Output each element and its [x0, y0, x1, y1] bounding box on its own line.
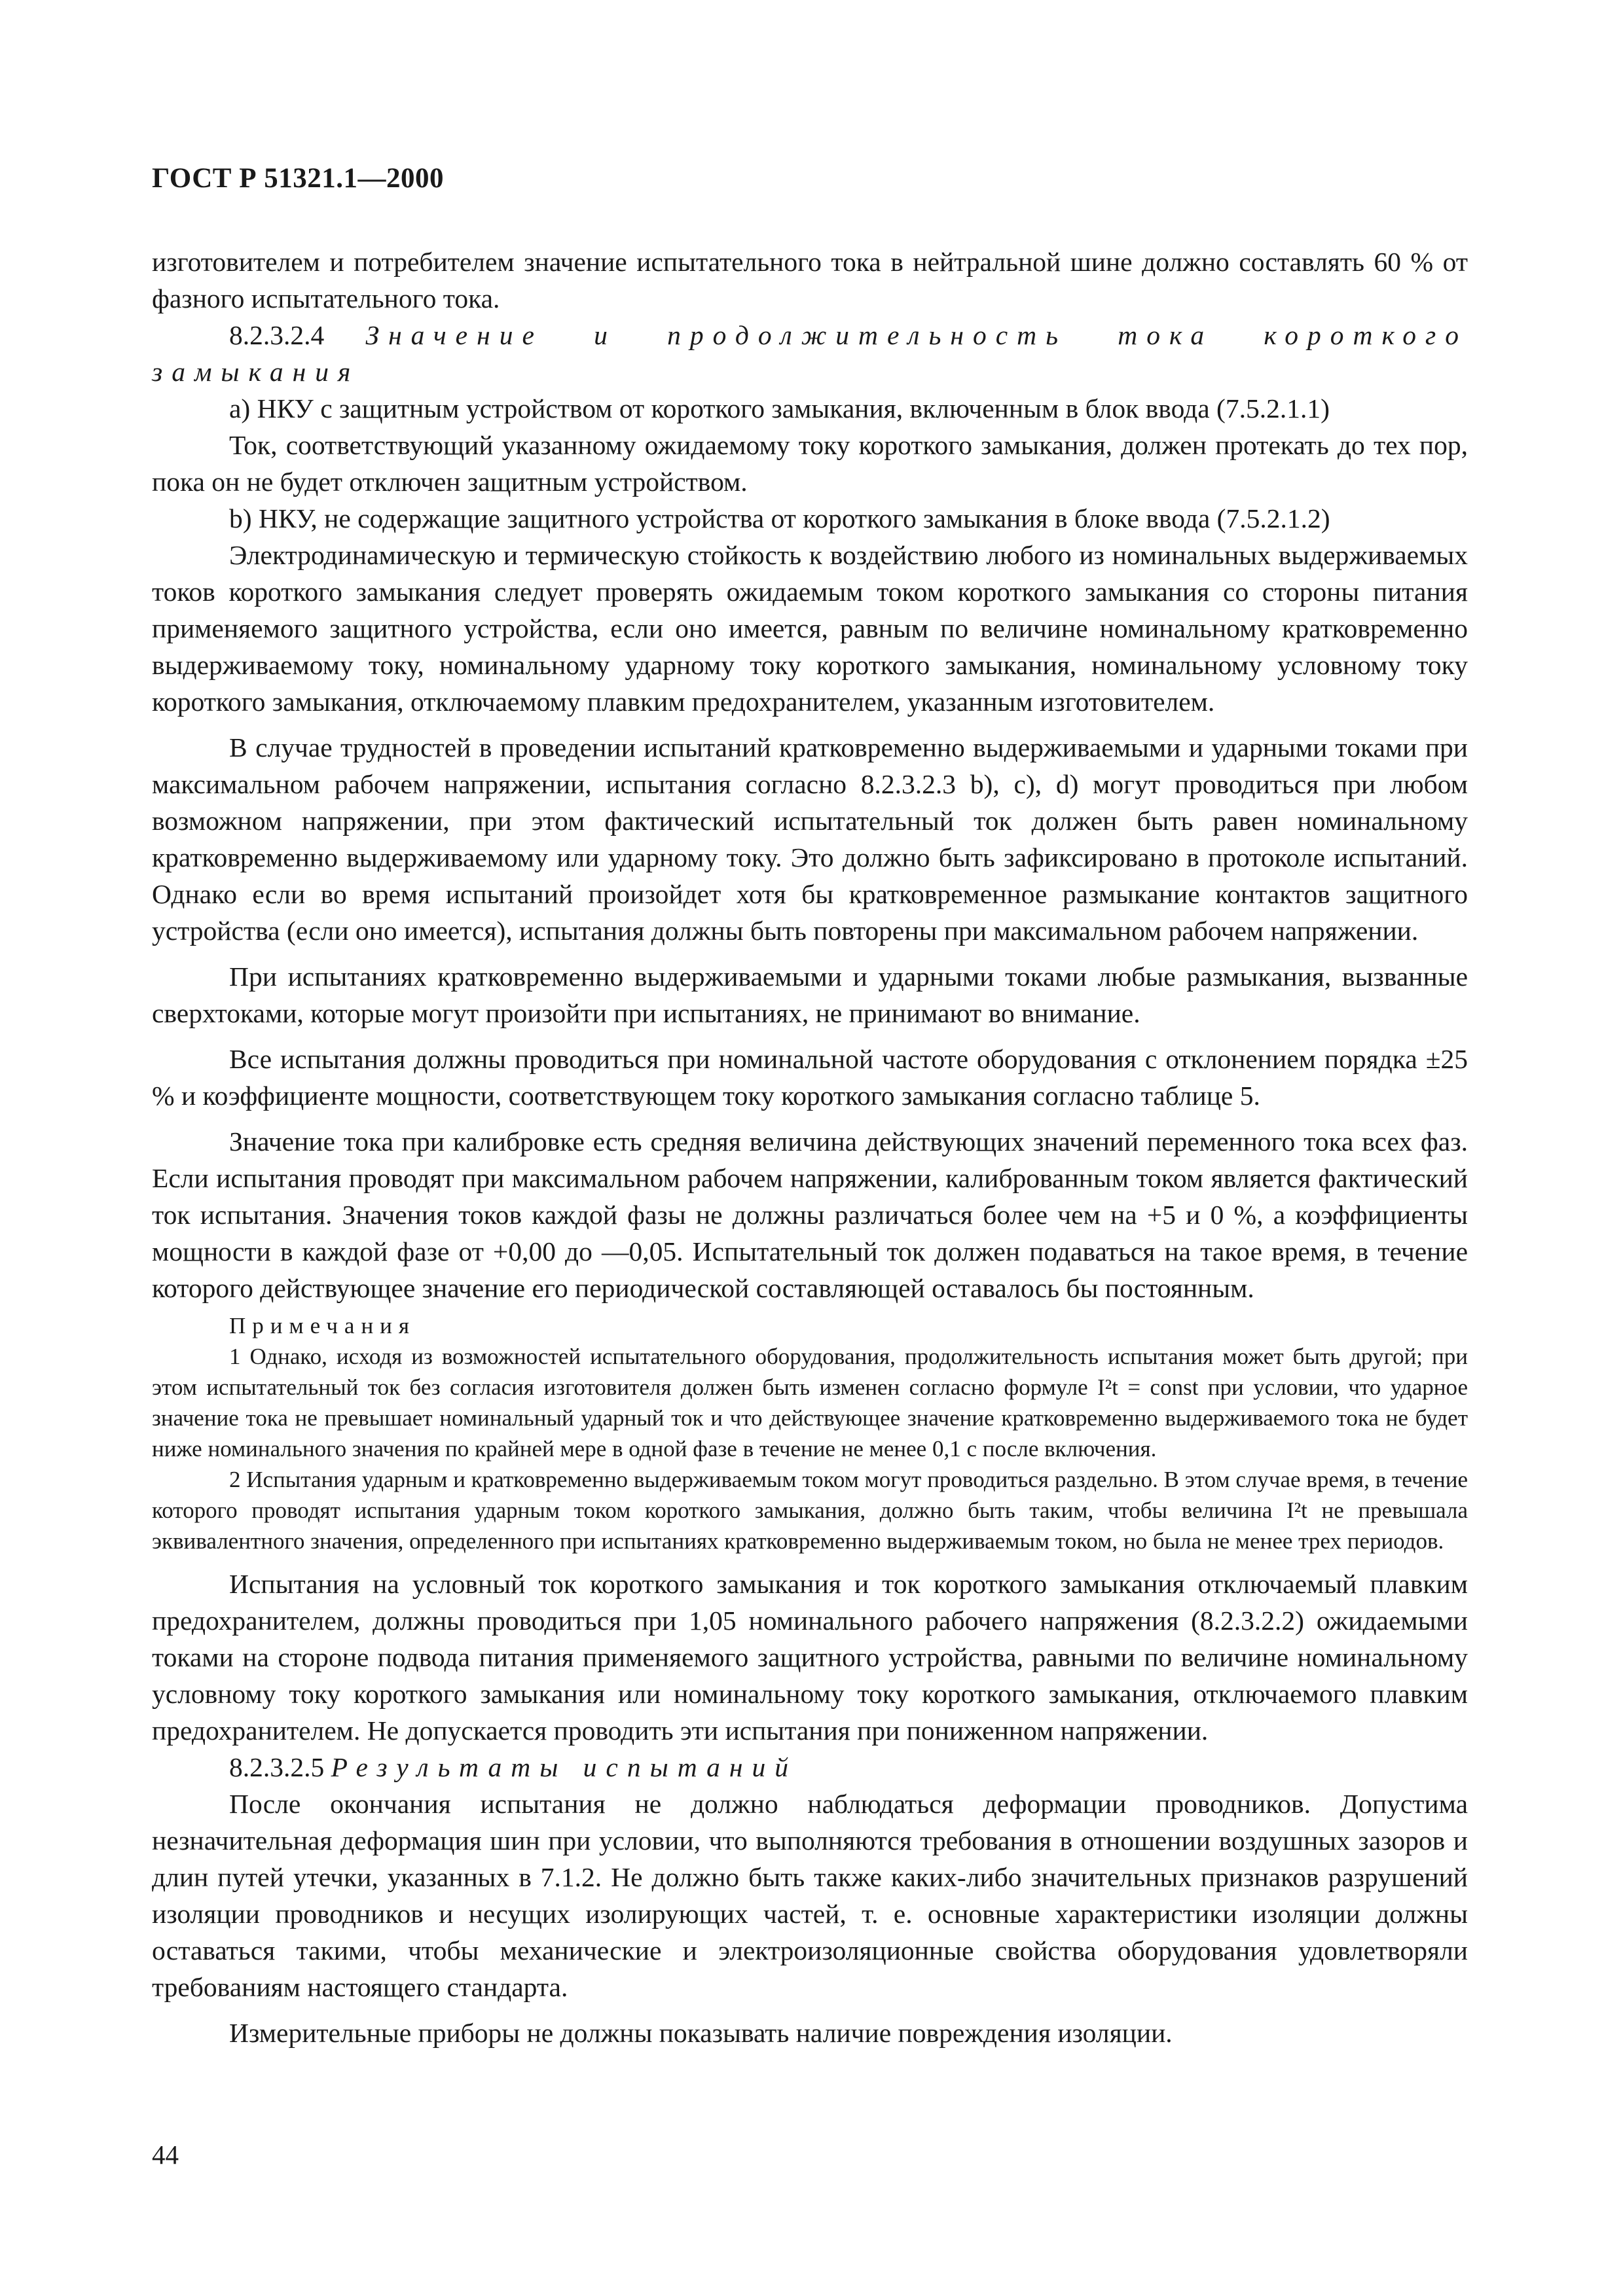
- paragraph-instruments: Измерительные приборы не должны показывать наличие повреждения изоляции.: [229, 2018, 1173, 2048]
- note-1: 1 Однако, исходя из возможностей испытательного оборудования, продолжительность испытания может быть другой; при этом испытательный ток без согласия изготовителя должен быть изменен согласно формуле I²t = const при условии, что ударное значение тока не превышает номинальный ударный ток и что действующее значение кратковременно выдерживаемого тока не будет ниже номинального значения по крайней мере в одной фазе в течение не менее 0,1 с после включения.: [152, 1344, 1468, 1462]
- document-header: ГОСТ Р 51321.1—2000: [152, 163, 445, 194]
- paragraph-overcurrent: При испытаниях кратковременно выдерживаемыми и ударными токами любые размыкания, вызванные сверхтоками, которые могут произойти при испытаниях, не принимают во внимание.: [152, 961, 1468, 1028]
- paragraph-frequency: Все испытания должны проводиться при номинальной частоте оборудования с отклонением порядка ±25 % и коэффициенте мощности, соответствующем току короткого замыкания согласно таблице 5.: [152, 1044, 1468, 1111]
- section-heading-8-2-3-2-5: [152, 1749, 1468, 1785]
- paragraph-conditional-current: Испытания на условный ток короткого замыкания и ток короткого замыкания отключаемый плавким предохранителем, должны проводиться при 1,05 номинального рабочего напряжения (8.2.3.2.2) ожидаемыми токами на стороне подвода питания применяемого защитного устройства, равными по величине номинальному условному току короткого замыкания или номинальному току короткого замыкания, отключаемого плавким предохранителем. Не допускается проводить эти испытания при пониженном напряжении.: [152, 1569, 1468, 1746]
- paragraph-b-text: Электродинамическую и термическую стойкость к воздействию любого из номинальных выдерживаемых токов короткого замыкания следует проверять ожидаемым током короткого замыкания со стороны питания применяемого защитного устройства, если оно имеется, равным по величине номинальному кратковременно выдерживаемому току, номинальному ударному току короткого замыкания, номинальному условному току короткого замыкания, отключаемому плавким предохранителем, указанным изготовителем.: [152, 540, 1468, 717]
- notes-block: [152, 1310, 1468, 1556]
- paragraph-difficulty: В случае трудностей в проведении испытаний кратковременно выдерживаемыми и ударными токами при максимальном рабочем напряжении, испытания согласно 8.2.3.2.3 b), с), d) могут проводиться при любом возможном напряжении, при этом фактический испытательный ток должен быть равен номинальному кратковременно выдерживаемому или ударному току. Это должно быть зафиксировано в протоколе испытаний. Однако если во время испытаний произойдет хотя бы кратковременное размыкание контактов защитного устройства (если оно имеется), испытания должны быть повторены при максимальном рабочем напряжении.: [152, 732, 1468, 946]
- section-heading-8-2-3-2-4: [152, 317, 1468, 390]
- page-number: 44: [152, 2140, 179, 2170]
- section-number: 8.2.3.2.5: [229, 1752, 325, 1782]
- section-title: Значение и продолжительность тока короткого замыкания: [152, 320, 1468, 387]
- note-2: 2 Испытания ударным и кратковременно выдерживаемым током могут проводиться раздельно. В этом случае время, в течение которого проводят испытания ударным током короткого замыкания, должно быть таким, чтобы величина I²t не превышала эквивалентного значения, определенного при испытаниях кратковременно выдерживаемым током, но была не менее трех периодов.: [152, 1467, 1468, 1554]
- list-item-a: a) НКУ с защитным устройством от короткого замыкания, включенным в блок ввода (7.5.2.1.1): [229, 393, 1330, 423]
- notes-title: Примечания: [229, 1313, 416, 1338]
- paragraph-a-text: Ток, соответствующий указанному ожидаемому току короткого замыкания, должен протекать до тех пор, пока он не будет отключен защитным устройством.: [152, 430, 1468, 497]
- paragraph-results: После окончания испытания не должно наблюдаться деформации проводников. Допустима незначительная деформация шин при условии, что выполняются требования в отношении воздушных зазоров и длин путей утечки, указанных в 7.1.2. Не должно быть также каких-либо значительных признаков разрушений изоляции проводников и несущих изолирующих частей, т. е. основные характеристики изоляции должны оставаться такими, чтобы механические и электроизоляционные свойства оборудования удовлетворяли требованиям настоящего стандарта.: [152, 1789, 1468, 2002]
- section-title: Результаты испытаний: [331, 1752, 798, 1782]
- list-item-b: b) НКУ, не содержащие защитного устройства от короткого замыкания в блоке ввода (7.5.2.1.2): [229, 503, 1330, 533]
- document-body: [152, 243, 1468, 2051]
- paragraph-calibration: Значение тока при калибровке есть средняя величина действующих значений переменного тока всех фаз. Если испытания проводят при максимальном рабочем напряжении, калиброванным током является фактический ток испытания. Значения токов каждой фазы не должны различаться более чем на +5 и 0 %, а коэффициенты мощности в каждой фазе от +0,00 до —0,05. Испытательный ток должен подаваться на такое время, в течение которого действующее значение его периодической составляющей оставалось бы постоянным.: [152, 1126, 1468, 1303]
- section-number: 8.2.3.2.4: [229, 320, 325, 350]
- paragraph-neutral-current: изготовителем и потребителем значение испытательного тока в нейтральной шине должно составлять 60 % от фазного испытательного тока.: [152, 247, 1468, 314]
